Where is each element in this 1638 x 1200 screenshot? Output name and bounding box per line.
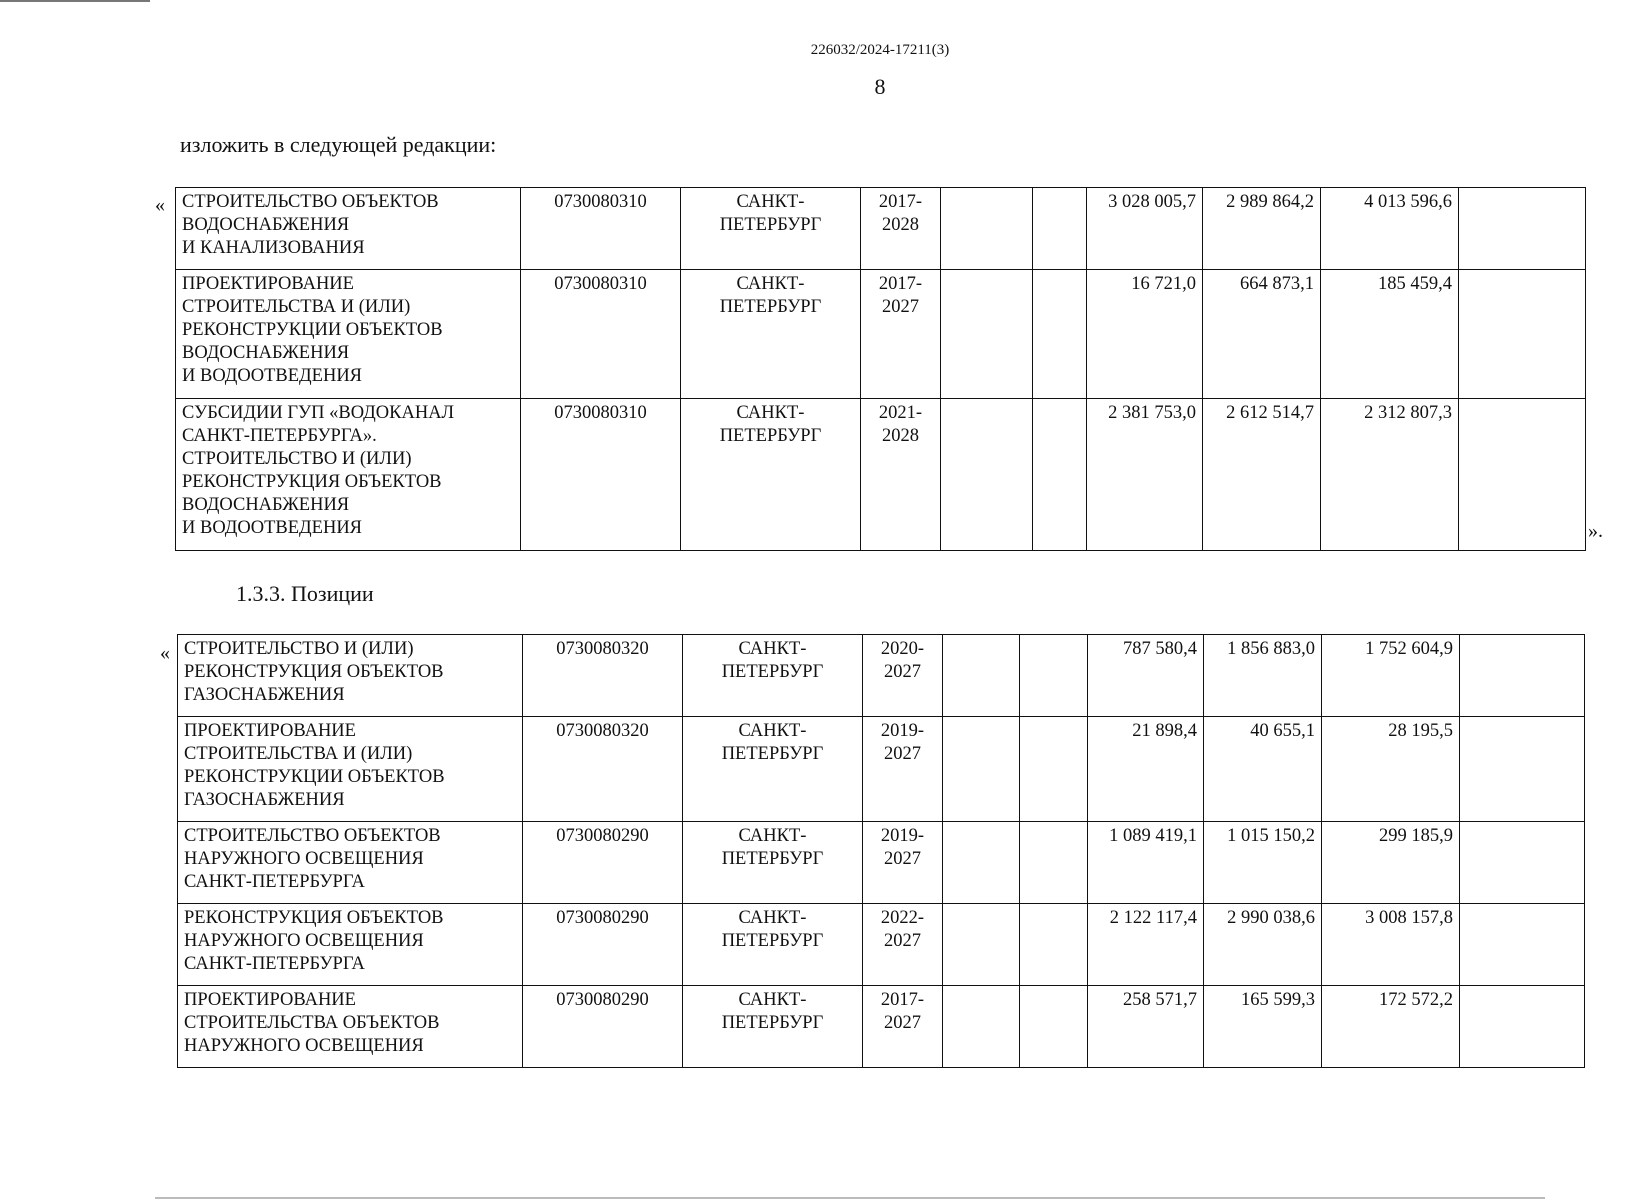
empty-cell xyxy=(1033,188,1087,270)
row-name: РЕКОНСТРУКЦИЯ ОБЪЕКТОВ НАРУЖНОГО ОСВЕЩЕНИЯ САНКТ-ПЕТЕРБУРГА xyxy=(178,904,523,986)
row-value-2: 664 873,1 xyxy=(1203,270,1321,399)
row-value-1: 3 028 005,7 xyxy=(1087,188,1203,270)
empty-cell xyxy=(1033,399,1087,551)
row-name: СУБСИДИИ ГУП «ВОДОКАНАЛ САНКТ-ПЕТЕРБУРГА». СТРОИТЕЛЬСТВО И (ИЛИ) РЕКОНСТРУКЦИЯ ОБЪЕКТОВ ВОДОСНАБЖЕНИЯ И ВОДООТВЕДЕНИЯ xyxy=(176,399,521,551)
empty-cell xyxy=(943,822,1020,904)
table2-open-quote: « xyxy=(160,642,170,664)
row-value-2: 165 599,3 xyxy=(1204,986,1322,1068)
empty-cell xyxy=(1459,399,1586,551)
table-row xyxy=(176,188,1586,270)
row-code: 0730080290 xyxy=(523,986,683,1068)
empty-cell xyxy=(1020,904,1088,986)
empty-cell xyxy=(943,635,1020,717)
row-name: СТРОИТЕЛЬСТВО ОБЪЕКТОВ НАРУЖНОГО ОСВЕЩЕНИЯ САНКТ-ПЕТЕРБУРГА xyxy=(178,822,523,904)
table2 xyxy=(177,634,1585,1068)
row-value-3: 2 312 807,3 xyxy=(1321,399,1459,551)
row-value-1: 21 898,4 xyxy=(1088,717,1204,822)
empty-cell xyxy=(1020,822,1088,904)
row-value-3: 1 752 604,9 xyxy=(1322,635,1460,717)
row-code: 0730080290 xyxy=(523,822,683,904)
row-value-1: 258 571,7 xyxy=(1088,986,1204,1068)
table-row xyxy=(176,270,1586,399)
row-period: 2019- 2027 xyxy=(863,822,943,904)
row-region: САНКТ- ПЕТЕРБУРГ xyxy=(683,717,863,822)
row-value-2: 1 856 883,0 xyxy=(1204,635,1322,717)
scan-bottom-line xyxy=(155,1197,1545,1199)
table-row xyxy=(176,399,1586,551)
row-value-2: 1 015 150,2 xyxy=(1204,822,1322,904)
empty-cell xyxy=(1033,270,1087,399)
row-name: ПРОЕКТИРОВАНИЕ СТРОИТЕЛЬСТВА И (ИЛИ) РЕКОНСТРУКЦИИ ОБЪЕКТОВ ВОДОСНАБЖЕНИЯ И ВОДООТВЕДЕНИЯ xyxy=(176,270,521,399)
row-code: 0730080320 xyxy=(523,635,683,717)
empty-cell xyxy=(1460,635,1585,717)
row-code: 0730080310 xyxy=(521,188,681,270)
row-value-3: 299 185,9 xyxy=(1322,822,1460,904)
row-region: САНКТ- ПЕТЕРБУРГ xyxy=(683,904,863,986)
row-value-3: 28 195,5 xyxy=(1322,717,1460,822)
empty-cell xyxy=(941,270,1033,399)
row-value-1: 2 122 117,4 xyxy=(1088,904,1204,986)
empty-cell xyxy=(1459,188,1586,270)
table-row xyxy=(178,717,1585,822)
row-region: САНКТ- ПЕТЕРБУРГ xyxy=(683,986,863,1068)
empty-cell xyxy=(1460,717,1585,822)
row-value-1: 2 381 753,0 xyxy=(1087,399,1203,551)
table1-close-quote: ». xyxy=(1588,520,1603,542)
row-period: 2022- 2027 xyxy=(863,904,943,986)
row-value-1: 16 721,0 xyxy=(1087,270,1203,399)
empty-cell xyxy=(1460,904,1585,986)
row-value-3: 4 013 596,6 xyxy=(1321,188,1459,270)
empty-cell xyxy=(1460,822,1585,904)
scan-edge-line xyxy=(0,0,150,2)
row-value-3: 185 459,4 xyxy=(1321,270,1459,399)
row-value-2: 2 989 864,2 xyxy=(1203,188,1321,270)
row-name: СТРОИТЕЛЬСТВО И (ИЛИ) РЕКОНСТРУКЦИЯ ОБЪЕКТОВ ГАЗОСНАБЖЕНИЯ xyxy=(178,635,523,717)
empty-cell xyxy=(941,399,1033,551)
table1-open-quote: « xyxy=(155,194,165,216)
row-region: САНКТ- ПЕТЕРБУРГ xyxy=(681,399,861,551)
table-row xyxy=(178,635,1585,717)
table-row xyxy=(178,986,1585,1068)
row-value-3: 172 572,2 xyxy=(1322,986,1460,1068)
row-period: 2017- 2027 xyxy=(863,986,943,1068)
row-period: 2019- 2027 xyxy=(863,717,943,822)
table1 xyxy=(175,187,1586,551)
table-row xyxy=(178,904,1585,986)
empty-cell xyxy=(1020,717,1088,822)
table-row xyxy=(178,822,1585,904)
row-region: САНКТ- ПЕТЕРБУРГ xyxy=(681,270,861,399)
row-period: 2021- 2028 xyxy=(861,399,941,551)
row-value-2: 2 612 514,7 xyxy=(1203,399,1321,551)
empty-cell xyxy=(943,986,1020,1068)
row-value-1: 1 089 419,1 xyxy=(1088,822,1204,904)
row-code: 0730080320 xyxy=(523,717,683,822)
row-region: САНКТ- ПЕТЕРБУРГ xyxy=(683,822,863,904)
empty-cell xyxy=(1020,635,1088,717)
row-value-1: 787 580,4 xyxy=(1088,635,1204,717)
row-value-2: 40 655,1 xyxy=(1204,717,1322,822)
row-name: ПРОЕКТИРОВАНИЕ СТРОИТЕЛЬСТВА ОБЪЕКТОВ НАРУЖНОГО ОСВЕЩЕНИЯ xyxy=(178,986,523,1068)
row-code: 0730080310 xyxy=(521,399,681,551)
row-name: ПРОЕКТИРОВАНИЕ СТРОИТЕЛЬСТВА И (ИЛИ) РЕКОНСТРУКЦИИ ОБЪЕКТОВ ГАЗОСНАБЖЕНИЯ xyxy=(178,717,523,822)
row-code: 0730080310 xyxy=(521,270,681,399)
row-value-2: 2 990 038,6 xyxy=(1204,904,1322,986)
intro-text: изложить в следующей редакции: xyxy=(180,132,497,157)
empty-cell xyxy=(943,904,1020,986)
row-value-3: 3 008 157,8 xyxy=(1322,904,1460,986)
row-code: 0730080290 xyxy=(523,904,683,986)
empty-cell xyxy=(943,717,1020,822)
row-period: 2020- 2027 xyxy=(863,635,943,717)
empty-cell xyxy=(1459,270,1586,399)
page-number: 8 xyxy=(874,74,886,99)
empty-cell xyxy=(941,188,1033,270)
row-name: СТРОИТЕЛЬСТВО ОБЪЕКТОВ ВОДОСНАБЖЕНИЯ И КАНАЛИЗОВАНИЯ xyxy=(176,188,521,270)
empty-cell xyxy=(1020,986,1088,1068)
row-region: САНКТ- ПЕТЕРБУРГ xyxy=(681,188,861,270)
section-heading: 1.3.3. Позиции xyxy=(236,581,374,606)
row-period: 2017- 2028 xyxy=(861,188,941,270)
row-region: САНКТ- ПЕТЕРБУРГ xyxy=(683,635,863,717)
document-number: 226032/2024-17211(3) xyxy=(810,42,950,58)
row-period: 2017- 2027 xyxy=(861,270,941,399)
empty-cell xyxy=(1460,986,1585,1068)
